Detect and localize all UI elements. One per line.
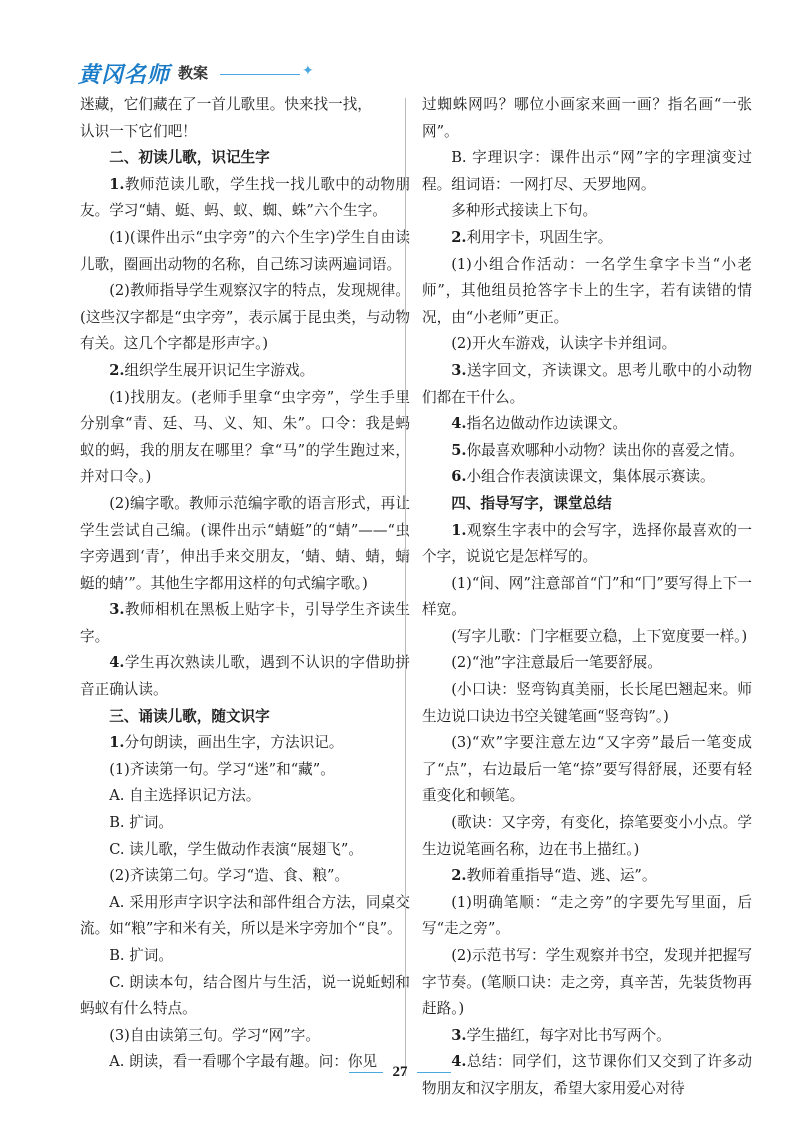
paragraph-text: C. 读儿歌，学生做动作表演“展翅飞”。 bbox=[109, 840, 363, 858]
paragraph bbox=[80, 730, 410, 757]
paragraph-text: 指名边做动作边读课文。 bbox=[466, 415, 627, 433]
paragraph-text: 组织学生展开识记生字游戏。 bbox=[124, 361, 315, 379]
paragraph-text: 迷藏，它们藏在了一首儿歌里。快来找一找， bbox=[80, 96, 372, 113]
paragraph bbox=[80, 970, 410, 1023]
paragraph-text: 二、初读儿歌，识记生字 bbox=[109, 149, 270, 167]
paragraph-text: (2)教师指导学生观察汉字的特点，发现规律。(这些汉字都是“虫字旁”，表示属于昆虫类，与动物有关。这几个字都是形声字。) bbox=[80, 282, 410, 353]
paragraph-text: 教师相机在黑板上贴字卡，引导学生齐读生字。 bbox=[80, 601, 410, 645]
item-number: 4. bbox=[451, 415, 467, 433]
paragraph bbox=[80, 358, 410, 385]
paragraph bbox=[80, 385, 410, 491]
paragraph-text: (1)齐读第一句。学习“迷”和“藏”。 bbox=[109, 760, 335, 778]
paragraph-text: 过蜘蛛网吗？哪位小画家来画一画？指名画“一张网”。 bbox=[422, 96, 752, 140]
item-number: 4. bbox=[109, 654, 125, 672]
paragraph-text: (小口诀：竖弯钩真美丽，长长尾巴翘起来。师生边说口诀边书空关键笔画“竖弯钩”。) bbox=[422, 681, 752, 725]
page-number: 27 bbox=[392, 1064, 408, 1080]
paragraph bbox=[422, 943, 752, 1023]
paragraph-text: 利用字卡，巩固生字。 bbox=[466, 228, 613, 246]
paragraph-text: 观察生字表中的会写字，选择你最喜欢的一个字，说说它是怎样写的。 bbox=[422, 521, 752, 566]
paragraph bbox=[80, 491, 410, 597]
paragraph bbox=[422, 198, 752, 225]
paragraph-text: 送字回文，齐读课文。思考儿歌中的小动物们都在干什么。 bbox=[422, 361, 752, 406]
paragraph bbox=[422, 1023, 752, 1050]
paragraph bbox=[80, 172, 410, 225]
paragraph-text: (2)齐读第二句。学习“造、食、粮”。 bbox=[109, 867, 350, 885]
paragraph-text: (1)小组合作活动：一名学生拿字卡当“小老师”，其他组员抢答字卡上的生字，若有读错的情况，由“小老师”更正。 bbox=[422, 255, 752, 326]
paragraph bbox=[422, 677, 752, 730]
paragraph-text: A. 自主选择识记方法。 bbox=[109, 787, 261, 805]
paragraph-text: 多种形式接读上下句。 bbox=[451, 202, 598, 220]
item-number: 3. bbox=[109, 601, 125, 619]
paragraph bbox=[80, 119, 410, 146]
section-heading bbox=[80, 704, 410, 731]
paragraph-text: 学生描红，每字对比书写两个。 bbox=[466, 1026, 671, 1044]
left-column bbox=[80, 92, 410, 1076]
paragraph bbox=[422, 225, 752, 252]
paragraph bbox=[422, 624, 752, 651]
paragraph bbox=[422, 411, 752, 438]
paragraph bbox=[422, 92, 752, 145]
item-number: 6. bbox=[451, 468, 467, 486]
item-number: 2. bbox=[109, 361, 125, 379]
paragraph bbox=[80, 943, 410, 970]
item-number: 3. bbox=[451, 1026, 467, 1044]
paragraph-text: (1)“间、网”注意部首“门”和“冂”要写得上下一样宽。 bbox=[422, 574, 752, 619]
paragraph-text: B. 字理识字：课件出示“网”字的字理演变过程。组词语：一网打尽、天罗地网。 bbox=[422, 149, 752, 193]
paragraph-text: (2)示范书写：学生观察并书空，发现并把握写字节奏。(笔顺口诀：走之旁，真辛苦，先装货物再赶路。) bbox=[422, 947, 752, 1018]
paragraph-text: (1)找朋友。(老师手里拿“虫字旁”，学生手里分别拿“青、廷、马、义、知、朱”。口令：我是蚂蚁的蚂，我的朋友在哪里？拿“马”的学生跑过来，并对口令。) bbox=[80, 388, 410, 486]
star-icon: ✦ bbox=[302, 63, 314, 79]
item-number: 1. bbox=[109, 734, 125, 752]
paragraph bbox=[80, 890, 410, 943]
paragraph bbox=[422, 358, 752, 411]
paragraph-text: (1)明确笔顺：“走之旁”的字要先写里面，后写“走之旁”。 bbox=[422, 893, 752, 938]
paragraph bbox=[422, 863, 752, 890]
paragraph bbox=[80, 1023, 410, 1050]
paragraph-text: (2)开火车游戏，认读字卡并组词。 bbox=[451, 335, 677, 353]
paragraph bbox=[422, 145, 752, 198]
paragraph-text: A. 采用形声字识字法和部件组合方法，同桌交流。如“粮”字和米有关，所以是米字旁加个“良”。 bbox=[80, 893, 410, 938]
item-number: 4. bbox=[451, 1053, 467, 1071]
paragraph-text: (写字儿歌：门字框要立稳，上下宽度要一样。) bbox=[451, 627, 748, 645]
paragraph bbox=[80, 92, 410, 119]
paragraph-text: (3)自由读第三句。学习“网”字。 bbox=[109, 1026, 320, 1044]
paragraph-text: (2)编字歌。教师示范编字歌的语言形式，再让学生尝试自己编。(课件出示“蜻蜓”的“蜻”——“虫字旁遇到‘青’，伸出手来交朋友，‘蜻、蜻、蜻，蜻蜓的蜻’”。其他生字都用这样的句式编字歌。) bbox=[80, 494, 410, 592]
item-number: 1. bbox=[109, 175, 125, 193]
paragraph-text: 三、诵读儿歌，随文识字 bbox=[109, 707, 270, 725]
paragraph-text: C. 朗读本句，结合图片与生活，说一说蚯蚓和蚂蚁有什么特点。 bbox=[80, 973, 410, 1018]
paragraph bbox=[422, 810, 752, 863]
paragraph-text: B. 扩词。 bbox=[109, 947, 173, 964]
paragraph-text: (2)“池”字注意最后一笔要舒展。 bbox=[451, 654, 662, 672]
header-subtitle: 教案 bbox=[178, 64, 209, 82]
paragraph-text: A. 朗读，看一看哪个字最有趣。问：你见 bbox=[109, 1053, 378, 1071]
item-number: 1. bbox=[451, 521, 467, 539]
brand-logo: 黄冈名师 bbox=[78, 63, 171, 88]
paragraph bbox=[422, 571, 752, 624]
paragraph bbox=[422, 890, 752, 943]
item-number: 2. bbox=[451, 228, 467, 246]
paragraph bbox=[80, 278, 410, 358]
footer-rule-left bbox=[349, 1072, 383, 1073]
paragraph bbox=[80, 757, 410, 784]
paragraph-text: 分句朗读，画出生字，方法识记。 bbox=[124, 734, 344, 752]
paragraph bbox=[80, 837, 410, 864]
paragraph bbox=[80, 863, 410, 890]
paragraph bbox=[80, 650, 410, 703]
paragraph-text: 教师着重指导“造、逃、运”。 bbox=[466, 867, 657, 885]
paragraph bbox=[80, 225, 410, 278]
paragraph bbox=[422, 650, 752, 677]
paragraph-text: B. 扩词。 bbox=[109, 814, 173, 832]
footer-rule-right bbox=[417, 1072, 451, 1073]
paragraph-text: (歌诀：又字旁，有变化，捺笔要变小小点。学生边说笔画名称，边在书上描红。) bbox=[422, 814, 752, 858]
item-number: 3. bbox=[451, 361, 467, 379]
paragraph bbox=[80, 810, 410, 837]
paragraph-text: 学生再次熟读儿歌，遇到不认识的字借助拼音正确认读。 bbox=[80, 654, 410, 699]
paragraph-text: (3)“欢”字要注意左边“又字旁”最后一笔变成了“点”，右边最后一笔“捺”要写得舒展，还要有轻重变化和顿笔。 bbox=[422, 734, 752, 805]
paragraph-text: 四、指导写字，课堂总结 bbox=[451, 494, 612, 512]
paragraph bbox=[80, 597, 410, 650]
section-heading bbox=[80, 145, 410, 172]
header-rule bbox=[220, 74, 300, 75]
right-column bbox=[422, 92, 752, 1103]
paragraph-text: 教师范读儿歌，学生找一找儿歌中的动物朋友。学习“蜻、蜓、蚂、蚁、蜘、蛛”六个生字。 bbox=[80, 175, 410, 220]
paragraph bbox=[422, 438, 752, 465]
paragraph bbox=[422, 331, 752, 358]
page-header bbox=[78, 56, 398, 88]
item-number: 5. bbox=[451, 441, 467, 459]
paragraph bbox=[422, 518, 752, 571]
section-heading bbox=[422, 491, 752, 518]
paragraph-text: 你最喜欢哪种小动物？读出你的喜爱之情。 bbox=[466, 441, 744, 459]
paragraph-text: 认识一下它们吧！ bbox=[80, 122, 197, 140]
column-divider bbox=[405, 98, 406, 1076]
paragraph bbox=[422, 730, 752, 810]
paragraph bbox=[80, 783, 410, 810]
page-number-footer bbox=[0, 1064, 800, 1081]
paragraph bbox=[422, 464, 752, 491]
item-number: 2. bbox=[451, 867, 467, 885]
paragraph-text: (1)(课件出示“虫字旁”的六个生字)学生自由读儿歌，圈画出动物的名称，自己练习读两遍词语。 bbox=[80, 228, 410, 273]
paragraph bbox=[422, 252, 752, 332]
paragraph-text: 总结：同学们，这节课你们又交到了许多动物朋友和汉字朋友，希望大家用爱心对待 bbox=[422, 1053, 752, 1097]
paragraph-text: 小组合作表演读课文，集体展示赛读。 bbox=[466, 468, 715, 486]
